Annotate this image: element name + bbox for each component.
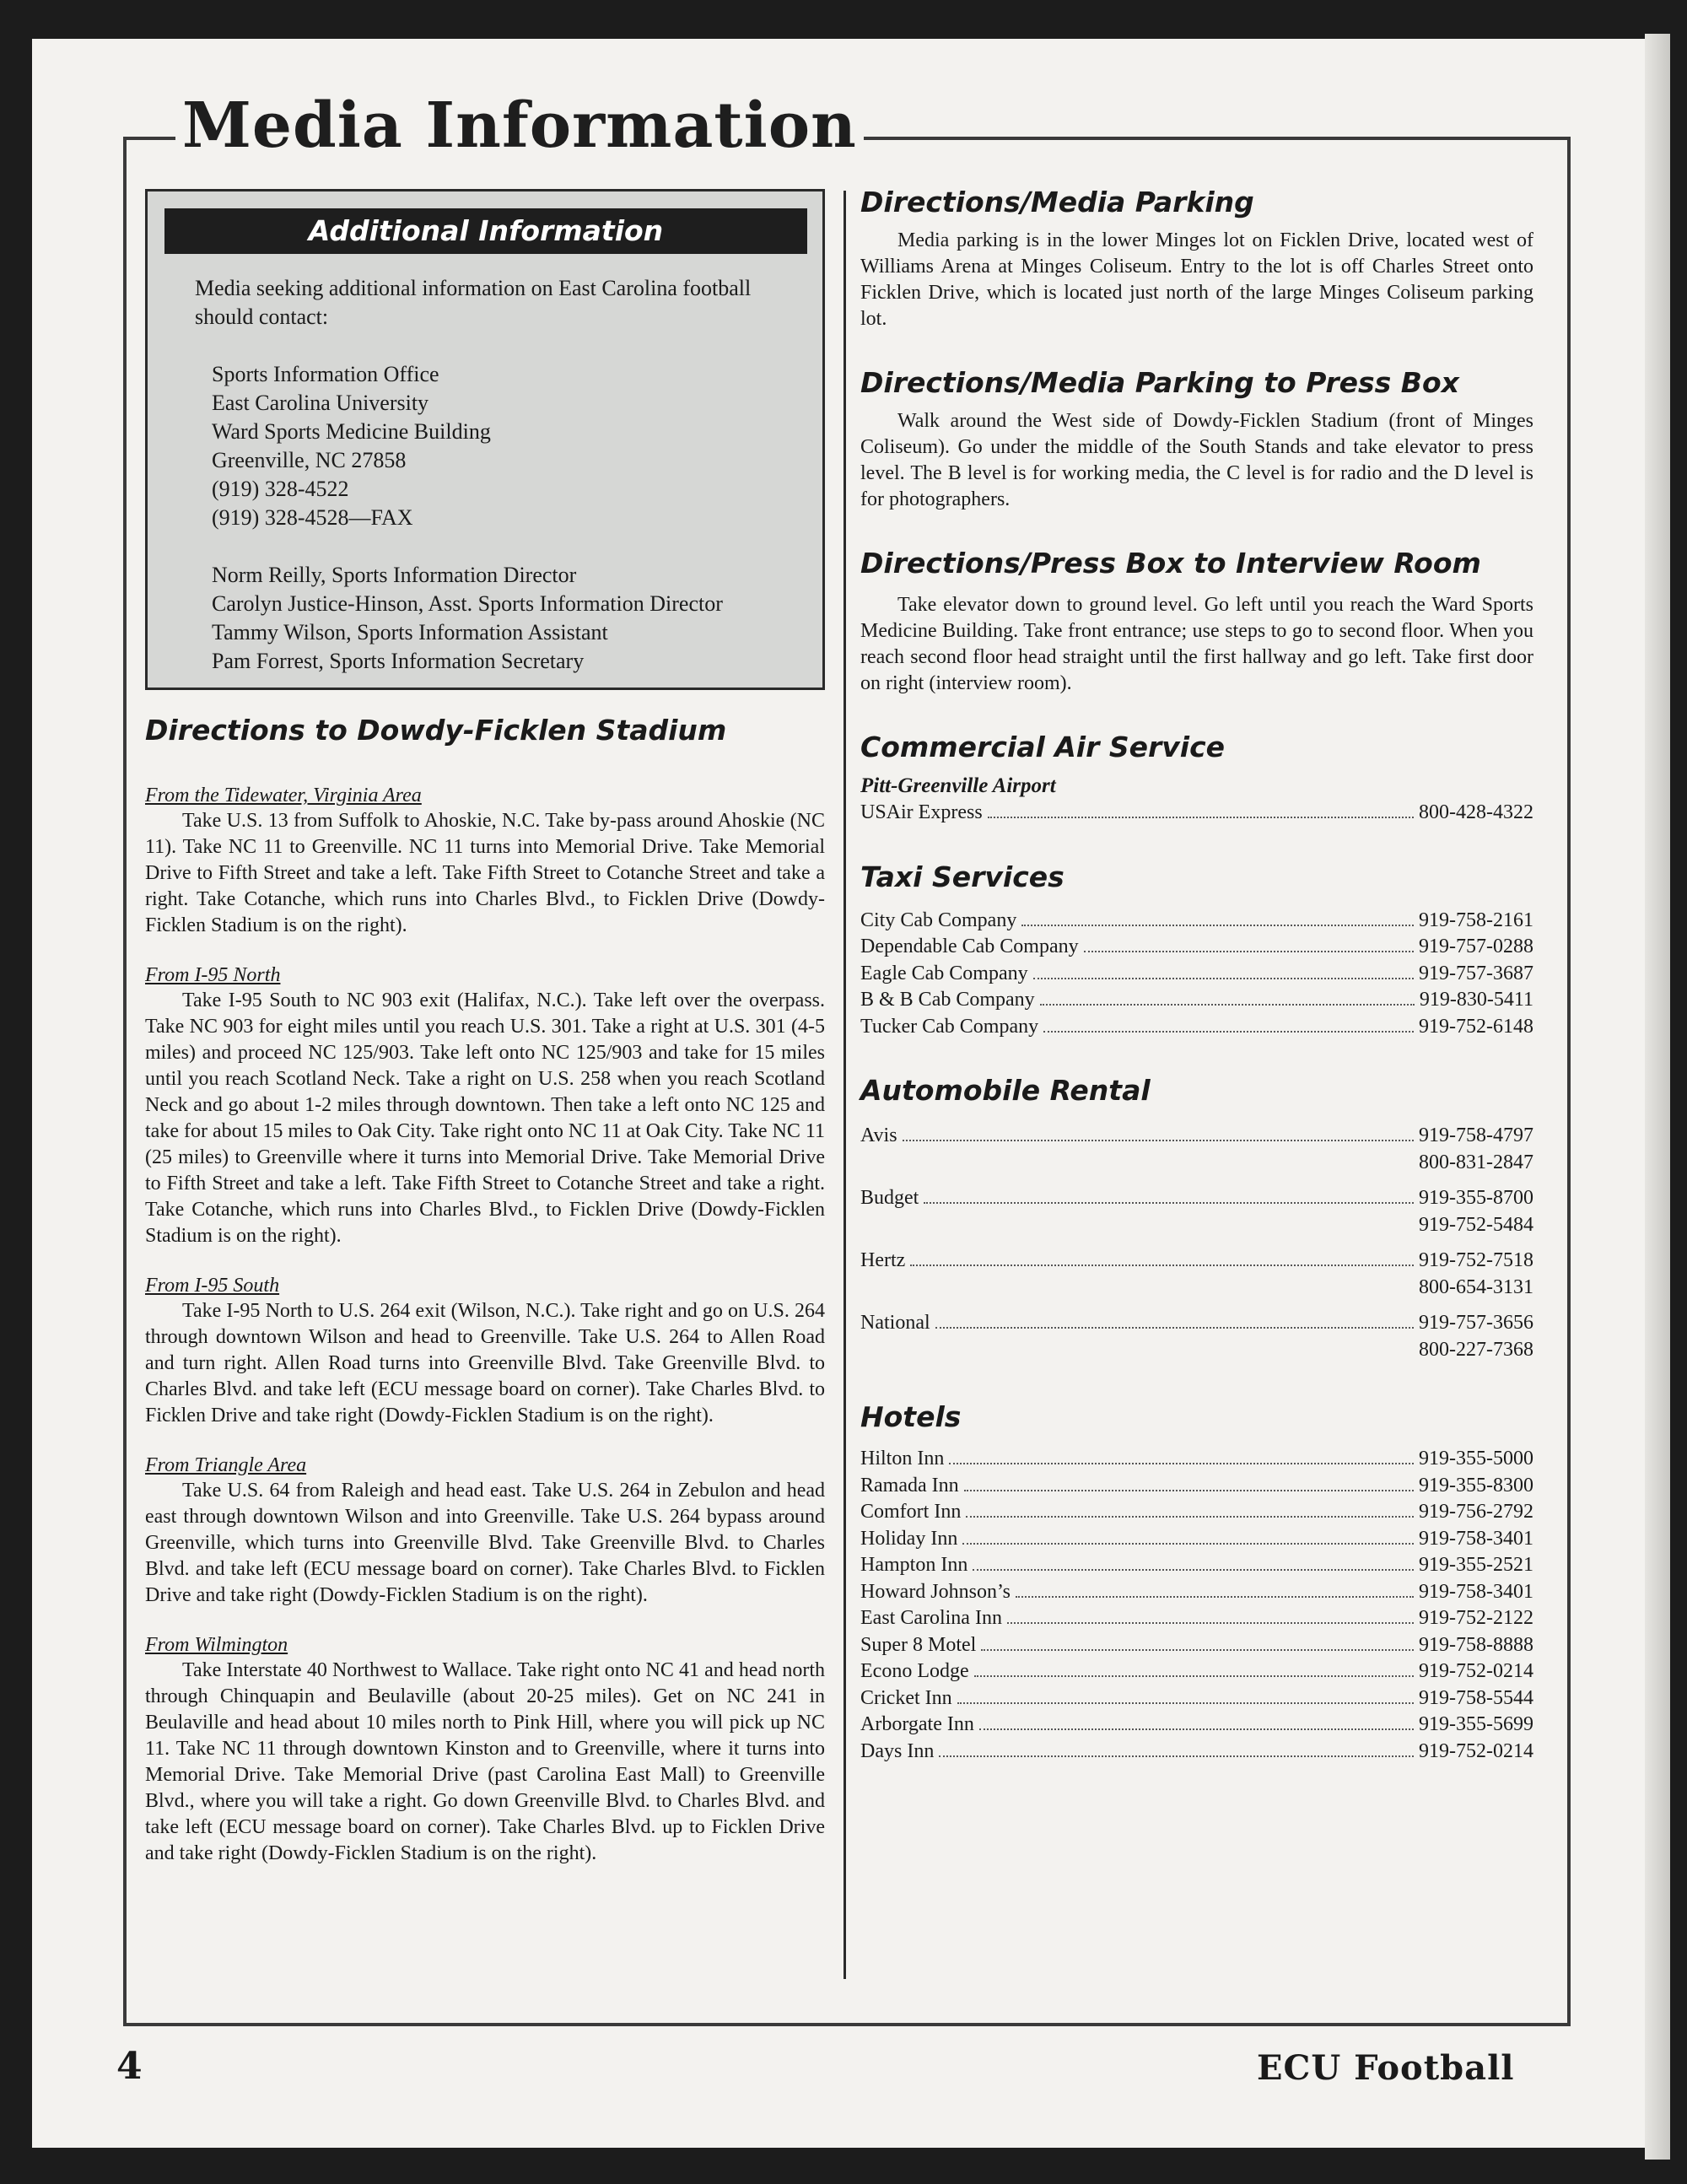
listing-name: East Carolina Inn	[860, 1607, 1002, 1629]
listing-phone: 919-355-8300	[1419, 1474, 1533, 1496]
listing-phone: 919-752-6148	[1419, 1015, 1533, 1038]
listing-row	[860, 1632, 1533, 1659]
listing-phone: 919-757-0288	[1419, 936, 1533, 957]
listing-phone: 919-758-2161	[1419, 909, 1533, 931]
listing-row	[860, 1499, 1533, 1526]
listing-phone: 919-355-2521	[1419, 1554, 1533, 1576]
listing-phone: 919-752-2122	[1419, 1607, 1533, 1629]
phone-line: (919) 328-4522	[212, 477, 349, 501]
listing-name: Eagle Cab Company	[860, 962, 1028, 984]
direction-section	[860, 186, 1533, 332]
listing-phone: 919-752-0214	[1419, 1739, 1533, 1762]
left-column	[145, 189, 825, 1867]
hotels-heading: Hotels	[860, 1400, 962, 1433]
listing-phone-alt: 800-831-2847	[1419, 1151, 1533, 1173]
listing-phone: 919-758-4797	[1419, 1124, 1533, 1146]
listing-phone: 919-757-3656	[1419, 1312, 1533, 1334]
listing-row	[860, 1579, 1533, 1606]
stadium-directions-heading: Directions to Dowdy-Ficklen Stadium	[145, 714, 727, 747]
listing-phone: 919-756-2792	[1419, 1501, 1533, 1523]
additional-info-heading: Additional Information	[164, 208, 807, 254]
listing-row	[860, 1123, 1533, 1150]
listing-name: Ramada Inn	[860, 1474, 959, 1496]
page-title: Media Information	[175, 94, 864, 157]
listing-row	[860, 1552, 1533, 1579]
listing-phone: 919-757-3687	[1419, 962, 1533, 984]
rental-section	[860, 1074, 1533, 1363]
listing-phone: 919-752-0214	[1419, 1660, 1533, 1682]
listing-row	[860, 934, 1533, 961]
route-section	[145, 1453, 825, 1609]
staff-line: Pam Forrest, Sports Information Secretary	[212, 649, 585, 673]
listing-row	[860, 987, 1533, 1014]
direction-section	[860, 547, 1533, 697]
listing-name: Days Inn	[860, 1739, 935, 1762]
direction-text: Take elevator down to ground level. Go left until you reach the Ward Sports Medicine Building. Take front entrance; use steps to go to second floor. When you reach second floor head straight until the first hallway and go left. Take first door on right (interview room).	[860, 594, 1533, 694]
listing-phone: 919-355-8700	[1419, 1187, 1533, 1209]
additional-info-intro: Media seeking additional information on East Carolina football should contact:	[195, 276, 752, 329]
route-title: From Triangle Area	[145, 1454, 307, 1476]
direction-text: Media parking is in the lower Minges lot on Ficklen Drive, located west of Williams Arena at Minges Coliseum. Entry to the lot is off Charles Street onto Ficklen Drive, which is located just north of the large Minges Coliseum parking lot.	[860, 229, 1533, 330]
listing-phone: 919-758-3401	[1419, 1527, 1533, 1550]
address-line: Greenville, NC 27858	[212, 448, 407, 472]
listing-row	[860, 1605, 1533, 1632]
staff-line: Tammy Wilson, Sports Information Assistant	[212, 620, 608, 644]
direction-text: Walk around the West side of Dowdy-Ficklen Stadium (front of Minges Coliseum). Go under the middle of the South Stands and take elevator to press level. The B level is for working media, the C level is for radio and the D level is for photographers.	[860, 410, 1533, 510]
listing-name: Budget	[860, 1187, 919, 1209]
direction-heading: Directions/Media Parking	[860, 186, 1254, 218]
listing-name: National	[860, 1312, 930, 1334]
column-divider	[844, 191, 846, 1979]
listing-row	[860, 1739, 1533, 1766]
air-service-heading: Commercial Air Service	[860, 731, 1226, 763]
page-number: 4	[116, 2045, 143, 2088]
listing-name: Tucker Cab Company	[860, 1015, 1039, 1038]
listing-row	[860, 1014, 1533, 1041]
direction-heading: Directions/Press Box to Interview Room	[860, 547, 1481, 580]
listing-phone: 919-758-3401	[1419, 1580, 1533, 1603]
listing-name: Comfort Inn	[860, 1501, 962, 1523]
listing-name: Avis	[860, 1124, 897, 1146]
route-text: Take U.S. 13 from Suffolk to Ahoskie, N.C. Take by-pass around Ahoskie (NC 11). Take NC 11 to Greenville. NC 11 turns into Memorial Drive. Take Memorial Drive to Fifth Street and take a left. Take Fifth Street to Cotanche Street and take a right. Take Cotanche, which runs into Charles Blvd., to Ficklen Drive (Dowdy-Ficklen Stadium is on the right).	[145, 810, 825, 936]
listing-name: City Cab Company	[860, 909, 1017, 931]
taxi-section	[860, 860, 1533, 1041]
route-text: Take U.S. 64 from Raleigh and head east. Take U.S. 264 in Zebulon and head east through downtown Wilson and into Greenville. Take U.S. 264 bypass around Greenville, which turns into Greenville Blvd. Take Greenville Blvd. to Charles Blvd. and take left (ECU message board on corner). Take Charles Blvd. to Ficklen Drive and take right (Dowdy-Ficklen Stadium is on the right).	[145, 1480, 825, 1606]
listing-row	[860, 961, 1533, 988]
address-line: East Carolina University	[212, 391, 429, 415]
listing-name: Arborgate Inn	[860, 1713, 974, 1735]
listing-row	[860, 1685, 1533, 1712]
route-title: From the Tidewater, Virginia Area	[145, 785, 422, 806]
listing-name: Hilton Inn	[860, 1448, 945, 1469]
listing-name: Holiday Inn	[860, 1527, 958, 1550]
listing-phone-alt: 919-752-5484	[1419, 1213, 1533, 1236]
listing-row	[860, 1526, 1533, 1553]
hotels-section	[860, 1400, 1533, 1765]
route-text: Take I-95 North to U.S. 264 exit (Wilson, N.C.). Take right and go on U.S. 264 through downtown Wilson and head to Greenville. Take U.S. 264 to Allen Road and turn right. Allen Road turns into Greenville Blvd. Take Greenville Blvd. to Charles Blvd. and take left (ECU message board on corner). Take Charles Blvd. to Ficklen Drive and take right (Dowdy-Ficklen Stadium is on the right).	[145, 1300, 825, 1426]
listing-row	[860, 1248, 1533, 1275]
listing-row	[860, 800, 1533, 827]
fax-line: (919) 328-4528—FAX	[212, 505, 413, 530]
listing-phone: 919-355-5699	[1419, 1713, 1533, 1735]
footer-title: ECU Football	[1257, 2048, 1515, 2088]
route-section	[145, 783, 825, 939]
listing-phone: 919-752-7518	[1419, 1249, 1533, 1271]
listing-row	[860, 1446, 1533, 1473]
route-title: From I-95 South	[145, 1275, 280, 1297]
listing-name: Howard Johnson’s	[860, 1580, 1011, 1603]
route-section	[145, 1632, 825, 1867]
route-section	[145, 1273, 825, 1429]
route-title: From Wilmington	[145, 1634, 288, 1656]
additional-info-box	[145, 189, 825, 690]
listing-name: Cricket Inn	[860, 1686, 952, 1709]
air-service-section	[860, 731, 1533, 827]
address-block	[212, 360, 807, 676]
rental-heading: Automobile Rental	[860, 1074, 1151, 1107]
listing-name: Hampton Inn	[860, 1554, 968, 1576]
address-line: Sports Information Office	[212, 362, 439, 386]
listing-row	[860, 1658, 1533, 1685]
listing-phone: 919-355-5000	[1419, 1448, 1533, 1469]
route-section	[145, 963, 825, 1249]
listing-phone: 919-830-5411	[1419, 989, 1533, 1011]
listing-name: Econo Lodge	[860, 1660, 969, 1682]
listing-name: Super 8 Motel	[860, 1633, 977, 1656]
route-text: Take I-95 South to NC 903 exit (Halifax, N.C.). Take left over the overpass. Take NC 903 for eight miles until you reach U.S. 301. Take a right at U.S. 301 (4-5 miles) and proceed NC 125/903. Take left onto NC 125/903 and take for 15 miles until you reach Scotland Neck. Take a right on U.S. 258 when you reach Scotland Neck and go about 1-2 miles through downtown. Then take a left onto NC 125 and take for about 15 miles to Oak City. Take right onto NC 11 at Oak City. Take NC 11 (25 miles) to Greenville where it turns into Memorial Drive. Take Memorial Drive to Fifth Street and take a left. Take Fifth Street to Cotanche Street and take a right. Take Cotanche, which runs into Charles Blvd., to Ficklen Drive (Dowdy-Ficklen Stadium is on the right).	[145, 990, 825, 1247]
address-line: Ward Sports Medicine Building	[212, 419, 491, 444]
right-column	[860, 186, 1533, 1765]
staff-line: Norm Reilly, Sports Information Director	[212, 563, 577, 587]
direction-section	[860, 366, 1533, 513]
listing-name: Dependable Cab Company	[860, 936, 1079, 957]
route-title: From I-95 North	[145, 964, 281, 986]
taxi-heading: Taxi Services	[860, 860, 1064, 893]
listing-row	[860, 1310, 1533, 1337]
listing-row	[860, 1185, 1533, 1212]
listing-name: USAir Express	[860, 801, 983, 823]
staff-line: Carolyn Justice-Hinson, Asst. Sports Information Director	[212, 591, 723, 616]
page-spine	[1645, 34, 1670, 2160]
listing-phone-alt: 800-227-7368	[1419, 1338, 1533, 1361]
route-text: Take Interstate 40 Northwest to Wallace. Take right onto NC 41 and head north through Chinquapin and Beulaville (about 20-25 miles). Get on NC 241 in Beulaville and head about 10 miles north to Pink Hill, where you will pick up NC 11. Take NC 11 through downtown Kinston and to Greenville, where it turns into Memorial Drive. Take Memorial Drive (past Carolina East Mall) to Greenville Blvd., where you will take a right. Go down Greenville Blvd. to Charles Blvd. and take left (ECU message board on corner). Take Charles Blvd. up to Ficklen Drive and take right (Dowdy-Ficklen Stadium is on the right).	[145, 1659, 825, 1864]
listing-name: B & B Cab Company	[860, 989, 1035, 1011]
listing-phone: 800-428-4322	[1419, 801, 1533, 823]
airport-name: Pitt-Greenville Airport	[860, 774, 1056, 797]
listing-phone-alt: 800-654-3131	[1419, 1275, 1533, 1298]
listing-phone: 919-758-8888	[1419, 1633, 1533, 1656]
listing-phone: 919-758-5544	[1419, 1686, 1533, 1709]
listing-row	[860, 908, 1533, 935]
listing-row	[860, 1473, 1533, 1500]
listing-name: Hertz	[860, 1249, 906, 1271]
listing-row	[860, 1712, 1533, 1739]
direction-heading: Directions/Media Parking to Press Box	[860, 366, 1459, 399]
